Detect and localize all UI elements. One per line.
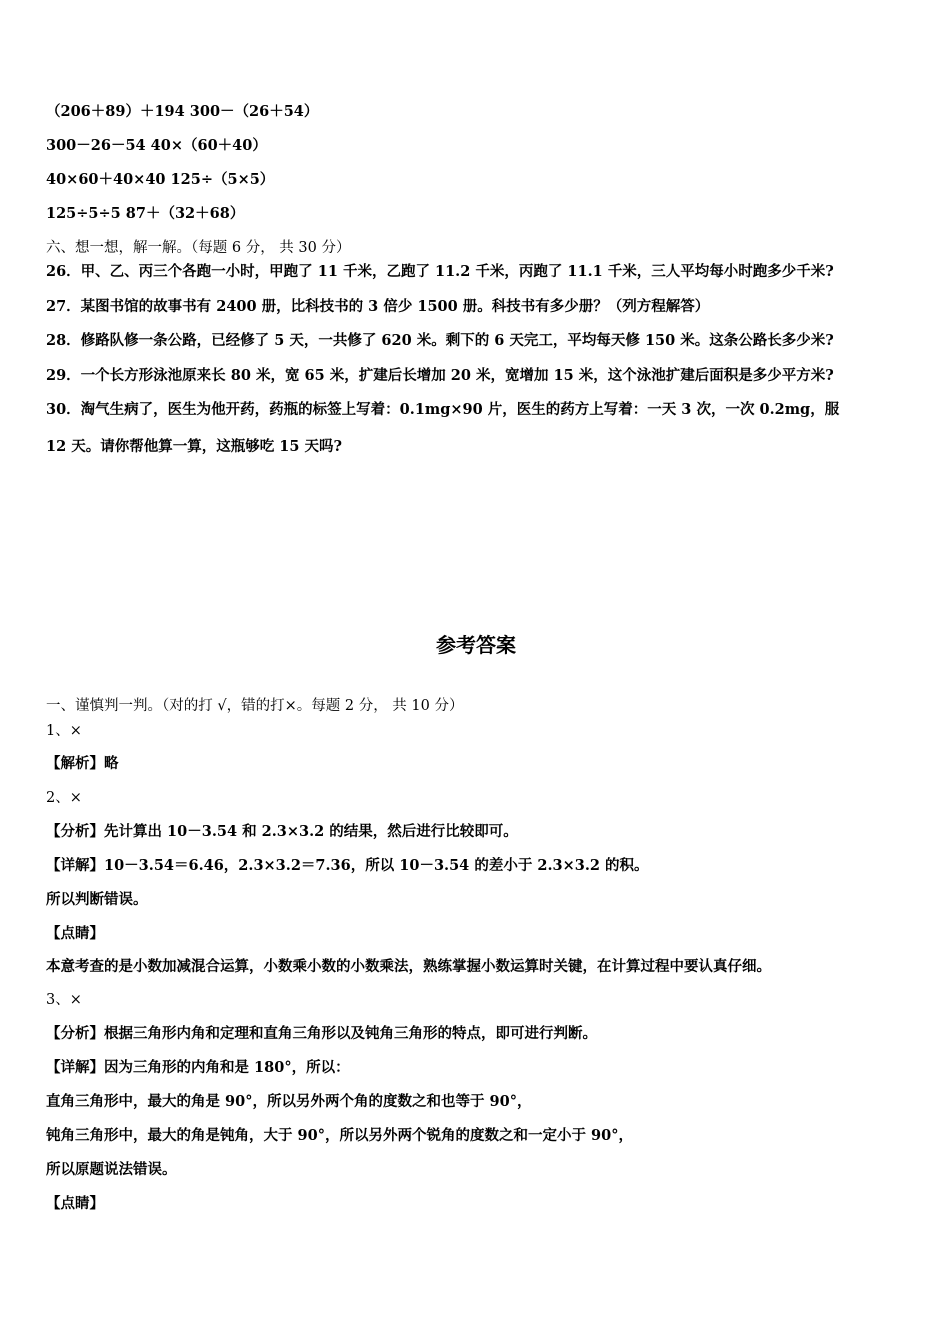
answer-line: 【分析】先计算出 10－3.54 和 2.3×3.2 的结果，然后进行比较即可。 (46, 823, 518, 840)
answer-line: 【点睛】 (46, 1195, 104, 1212)
answer-line: 【解析】略 (46, 755, 119, 772)
calc-row-1: （206＋89）＋194 300－（26＋54） (46, 103, 319, 120)
answer-line: 所以原题说法错误。 (46, 1161, 177, 1178)
problem-28: 28．修路队修一条公路，已经修了 5 天，一共修了 620 米。剩下的 6 天完工，平均每天修 150 米。这条公路长多少米? (46, 332, 834, 349)
answer-line: 所以判断错误。 (46, 891, 148, 908)
problem-26: 26．甲、乙、丙三个各跑一小时，甲跑了 11 千米，乙跑了 11.2 千米，丙跑了 11.1 千米，三人平均每小时跑多少千米? (46, 263, 834, 280)
section-6-heading: 六、想一想，解一解。（每题 6 分， 共 30 分） (46, 240, 351, 256)
problem-30-continued: 12 天。请你帮他算一算，这瓶够吃 15 天吗? (46, 438, 342, 455)
answer-line: 【分析】根据三角形内角和定理和直角三角形以及钝角三角形的特点，即可进行判断。 (46, 1025, 597, 1042)
problem-29: 29．一个长方形泳池原来长 80 米，宽 65 米，扩建后长增加 20 米，宽增加 15 米，这个泳池扩建后面积是多少平方米? (46, 367, 834, 384)
answers-section-1-heading: 一、谨慎判一判。（对的打 √，错的打×。每题 2 分， 共 10 分） (46, 698, 464, 714)
calc-row-3: 40×60＋40×40 125÷（5×5） (46, 171, 275, 188)
problem-30: 30．淘气生病了，医生为他开药，药瓶的标签上写着：0.1mg×90 片，医生的药方上写着：一天 3 次，一次 0.2mg，服 (46, 401, 840, 418)
answer-line: 【详解】10－3.54＝6.46，2.3×3.2＝7.36，所以 10－3.54 的差小于 2.3×3.2 的积。 (46, 857, 649, 874)
calc-row-2: 300－26－54 40×（60＋40） (46, 137, 267, 154)
calc-row-4: 125÷5÷5 87＋（32＋68） (46, 205, 245, 222)
answer-line: 本意考查的是小数加减混合运算，小数乘小数的小数乘法，熟练掌握小数运算时关键，在计算过程中要认真仔细。 (46, 958, 771, 975)
answer-line: 直角三角形中，最大的角是 90°，所以另外两个角的度数之和也等于 90°， (46, 1093, 532, 1110)
answer-line: 2、× (46, 790, 82, 806)
answer-line: 1、× (46, 723, 82, 739)
answer-line: 3、× (46, 992, 82, 1008)
answer-line: 【详解】因为三角形的内角和是 180°，所以： (46, 1059, 350, 1076)
problem-27: 27．某图书馆的故事书有 2400 册，比科技书的 3 倍少 1500 册。科技书有多少册？（列方程解答） (46, 298, 710, 315)
answers-title: 参考答案 (436, 633, 516, 657)
answer-line: 【点睛】 (46, 925, 104, 942)
answer-line: 钝角三角形中，最大的角是钝角，大于 90°，所以另外两个锐角的度数之和一定小于 90°， (46, 1127, 633, 1144)
